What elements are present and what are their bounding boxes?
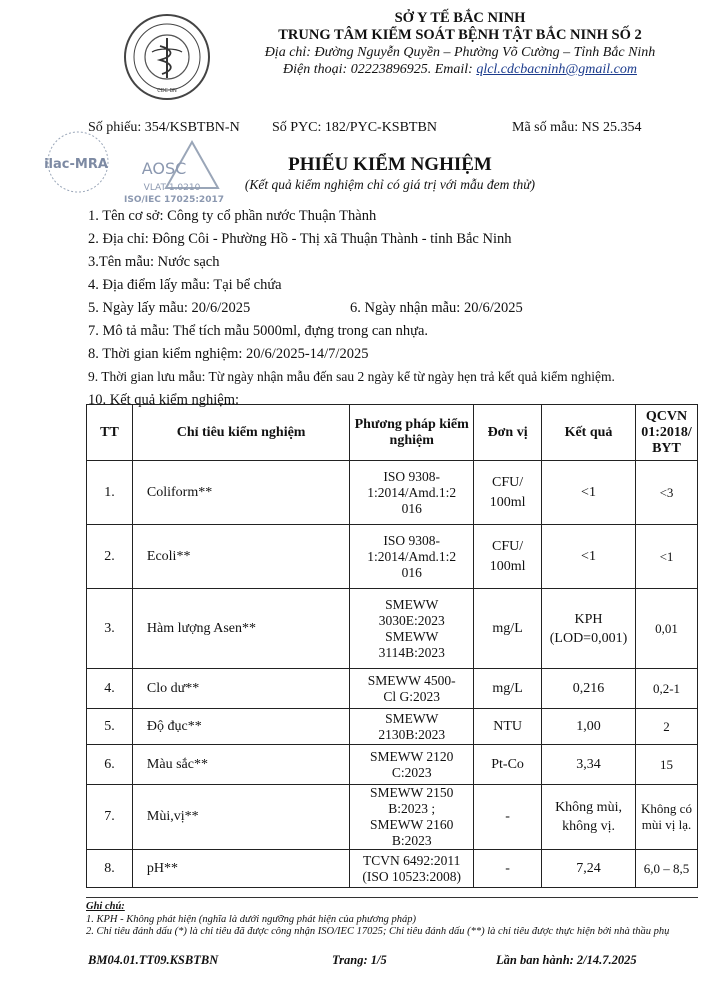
- sample-code: Mã số mẫu: NS 25.354: [512, 120, 642, 135]
- table-row: [87, 669, 698, 709]
- department-name: SỞ Y TẾ BẮC NINH: [394, 10, 526, 26]
- unit: [474, 850, 542, 888]
- test-method-line: SMEWW 2150: [370, 785, 454, 800]
- test-method-line: SMEWW: [385, 628, 439, 644]
- info-test-period: 8. Thời gian kiểm nghiệm: 20/6/2025-14/7/2025: [88, 346, 369, 362]
- unit: [474, 669, 542, 709]
- info-sampling-location: 4. Địa điểm lấy mẫu: Tại bể chứa: [88, 277, 282, 293]
- note-1: 1. KPH - Không phát hiện (nghĩa là dưới ngưỡng phát hiện của phương pháp): [86, 913, 417, 925]
- indicator-name: Coliform**: [132, 461, 349, 525]
- unit: [474, 589, 542, 669]
- email-link[interactable]: qlcl.cdcbacninh@gmail.com: [476, 62, 637, 77]
- table-row: [87, 525, 698, 589]
- info-retention-period: 9. Thời gian lưu mẫu: Từ ngày nhận mẫu đến sau 2 ngày kể từ ngày hẹn trả kết quả kiểm nghiệm.: [88, 369, 615, 384]
- table-row: [87, 589, 698, 669]
- unit-line: NTU: [493, 718, 522, 734]
- result-value-line: <1: [581, 549, 596, 564]
- result-value: [542, 745, 636, 785]
- test-method: [350, 589, 474, 669]
- qcvn-limit-line: Không có: [641, 801, 692, 816]
- info-sampling-date: 5. Ngày lấy mẫu: 20/6/2025: [88, 300, 251, 316]
- iso-standard: ISO/IEC 17025:2017: [124, 195, 224, 205]
- result-value-line: 3,34: [576, 757, 601, 772]
- table-row: [87, 745, 698, 785]
- organization-seal-logo: [122, 12, 212, 102]
- request-number: Số PYC: 182/PYC-KSBTBN: [272, 120, 437, 135]
- results-table: [86, 404, 698, 888]
- result-value-line: KPH: [574, 611, 603, 627]
- indicator-name: pH**: [132, 850, 349, 888]
- info-facility: 1. Tên cơ sở: Công ty cổ phần nước Thuận Thành: [88, 208, 377, 224]
- table-header-row: [87, 405, 698, 461]
- page-title: PHIẾU KIỂM NGHIỆM: [288, 154, 492, 175]
- test-method-line: B:2023 ;: [388, 801, 436, 816]
- unit-line: -: [505, 860, 510, 876]
- indicator-name: Độ đục**: [132, 709, 349, 745]
- center-name: TRUNG TÂM KIỂM SOÁT BỆNH TẬT BẮC NINH SỐ 2: [278, 27, 642, 43]
- test-method-line: SMEWW 2120: [370, 748, 454, 764]
- test-method: [350, 461, 474, 525]
- indicator-name: Màu sắc**: [132, 745, 349, 785]
- unit-line: CFU/: [492, 474, 524, 490]
- test-method-line: SMEWW: [385, 596, 439, 612]
- report-number: Số phiếu: 354/KSBTBN-N: [88, 120, 240, 135]
- page-number: Trang: 1/5: [332, 953, 387, 967]
- row-number: 3.: [87, 589, 133, 669]
- result-value: [542, 709, 636, 745]
- row-number: 6.: [87, 745, 133, 785]
- test-method-line: C:2023: [391, 764, 432, 780]
- result-value: [542, 589, 636, 669]
- notes-title: Ghi chú:: [86, 901, 125, 912]
- phone-text: Điện thoại: 02223896925. Email:: [283, 62, 477, 77]
- qcvn-limit: [635, 850, 697, 888]
- qcvn-limit-line: <1: [659, 548, 674, 564]
- notes-section: [86, 901, 686, 939]
- result-value-line: 7,24: [576, 861, 601, 876]
- results-body: [87, 461, 698, 888]
- qcvn-limit-line: 0,01: [655, 620, 678, 636]
- test-method-line: 3030E:2023: [378, 612, 445, 628]
- accreditation-logos: [42, 128, 252, 208]
- qcvn-limit: [635, 525, 697, 589]
- test-method-line: 016: [401, 500, 422, 516]
- result-value-line: Không mùi,: [555, 800, 622, 815]
- unit-line: 100ml: [489, 558, 526, 574]
- test-method: [350, 785, 474, 850]
- test-method-line: 1:2014/Amd.1:2: [367, 484, 457, 500]
- result-value-line: không vị.: [562, 819, 615, 834]
- test-method-line: (ISO 10523:2008): [362, 868, 462, 884]
- result-value-line: (LOD=0,001): [549, 630, 628, 646]
- result-value: [542, 850, 636, 888]
- unit: [474, 525, 542, 589]
- qcvn-line-2: 01:2018/: [641, 424, 692, 440]
- qcvn-limit-line: 6,0 – 8,5: [643, 860, 690, 876]
- unit-line: mg/L: [492, 680, 523, 696]
- test-method: [350, 745, 474, 785]
- test-method-line: B:2023: [391, 833, 432, 848]
- unit-line: CFU/: [492, 538, 524, 554]
- indicator-name: Hàm lượng Asen**: [132, 589, 349, 669]
- test-method-line: 1:2014/Amd.1:2: [367, 548, 457, 564]
- unit: [474, 785, 542, 850]
- qcvn-limit-line: <3: [659, 484, 674, 500]
- qcvn-limit: [635, 785, 697, 850]
- row-number: 1.: [87, 461, 133, 525]
- test-method-line: SMEWW: [385, 710, 439, 726]
- header-tt: TT: [87, 405, 133, 461]
- qcvn-limit: [635, 461, 697, 525]
- note-2: 2. Chỉ tiêu đánh dấu (*) là chỉ tiêu đã được công nhận ISO/IEC 17025; Chỉ tiêu đánh dấu (**) là chỉ tiêu được thực hiện bởi nhà thầu phụ: [86, 926, 670, 937]
- result-value-line: 1,00: [576, 719, 601, 734]
- qcvn-limit: [635, 669, 697, 709]
- unit-line: mg/L: [492, 620, 523, 636]
- result-value: [542, 785, 636, 850]
- unit-line: 100ml: [489, 494, 526, 510]
- header-unit: Đơn vị: [474, 405, 542, 461]
- row-number: 4.: [87, 669, 133, 709]
- qcvn-limit-line: mùi vị lạ.: [641, 817, 692, 832]
- table-row: [87, 785, 698, 850]
- indicator-name: Clo dư**: [132, 669, 349, 709]
- header-qcvn: [635, 405, 697, 461]
- aosc-logo: AOSC: [141, 159, 187, 178]
- unit: [474, 745, 542, 785]
- row-number: 2.: [87, 525, 133, 589]
- qcvn-line-3: BYT: [652, 440, 681, 456]
- qcvn-limit-line: 0,2-1: [652, 680, 681, 696]
- table-row: [87, 850, 698, 888]
- form-code: BM04.01.TT09.KSBTBN: [88, 953, 219, 967]
- test-method-line: ISO 9308-: [383, 468, 441, 484]
- header-result: Kết quả: [542, 405, 636, 461]
- vlat-code: VLAT 1.0210: [143, 183, 201, 193]
- qcvn-limit-line: 15: [659, 756, 673, 772]
- contact-line: [240, 61, 680, 78]
- row-number: 8.: [87, 850, 133, 888]
- qcvn-limit: [635, 589, 697, 669]
- test-method-line: Cl G:2023: [383, 688, 441, 704]
- header-method: Phương pháp kiểm nghiệm: [350, 405, 474, 461]
- notes-divider: [86, 897, 698, 898]
- unit: [474, 709, 542, 745]
- indicator-name: Mùi,vị**: [132, 785, 349, 850]
- test-method-line: TCVN 6492:2011: [363, 852, 461, 868]
- unit-line: -: [505, 809, 510, 824]
- info-sample-name: 3.Tên mẫu: Nước sạch: [88, 254, 220, 270]
- table-row: [87, 461, 698, 525]
- info-address: 2. Địa chỉ: Đông Côi - Phường Hồ - Thị xã Thuận Thành - tỉnh Bắc Ninh: [88, 231, 512, 247]
- test-method: [350, 709, 474, 745]
- result-value-line: <1: [581, 485, 596, 500]
- edition-info: Lần ban hành: 2/14.7.2025: [496, 953, 637, 967]
- info-results-heading: 10. Kết quả kiểm nghiệm:: [88, 392, 240, 408]
- test-method-line: ISO 9308-: [383, 532, 441, 548]
- test-method: [350, 850, 474, 888]
- row-number: 5.: [87, 709, 133, 745]
- test-method-line: 016: [401, 564, 422, 580]
- qcvn-limit: [635, 709, 697, 745]
- qcvn-limit-line: 2: [663, 718, 670, 734]
- unit-line: Pt-Co: [491, 756, 524, 772]
- test-method: [350, 525, 474, 589]
- table-row: [87, 709, 698, 745]
- organization-header: [240, 10, 680, 78]
- ilac-mra-logo: ilac-MRA: [44, 157, 108, 172]
- unit: [474, 461, 542, 525]
- page-subtitle: (Kết quả kiểm nghiệm chỉ có giá trị với mẫu đem thử): [244, 177, 536, 192]
- info-sample-description: 7. Mô tả mẫu: Thể tích mẫu 5000ml, đựng trong can nhựa.: [88, 323, 429, 339]
- svg-text:CDC BN: CDC BN: [157, 88, 177, 94]
- indicator-name: Ecoli**: [132, 525, 349, 589]
- center-address: Địa chỉ: Đường Nguyễn Quyền – Phường Võ Cường – Tỉnh Bắc Ninh: [264, 45, 656, 60]
- test-method-line: 2130B:2023: [378, 726, 446, 742]
- info-receive-date: 6. Ngày nhận mẫu: 20/6/2025: [350, 300, 523, 316]
- result-value: [542, 669, 636, 709]
- row-number: 7.: [87, 785, 133, 850]
- header-indicator: Chỉ tiêu kiểm nghiệm: [132, 405, 349, 461]
- test-method-line: 3114B:2023: [378, 644, 445, 660]
- test-method-line: SMEWW 2160: [370, 817, 454, 832]
- qcvn-limit: [635, 745, 697, 785]
- result-value: [542, 461, 636, 525]
- result-value-line: 0,216: [572, 681, 605, 696]
- test-method-line: SMEWW 4500-: [367, 672, 456, 688]
- test-method: [350, 669, 474, 709]
- qcvn-line-1: QCVN: [645, 408, 688, 424]
- result-value: [542, 525, 636, 589]
